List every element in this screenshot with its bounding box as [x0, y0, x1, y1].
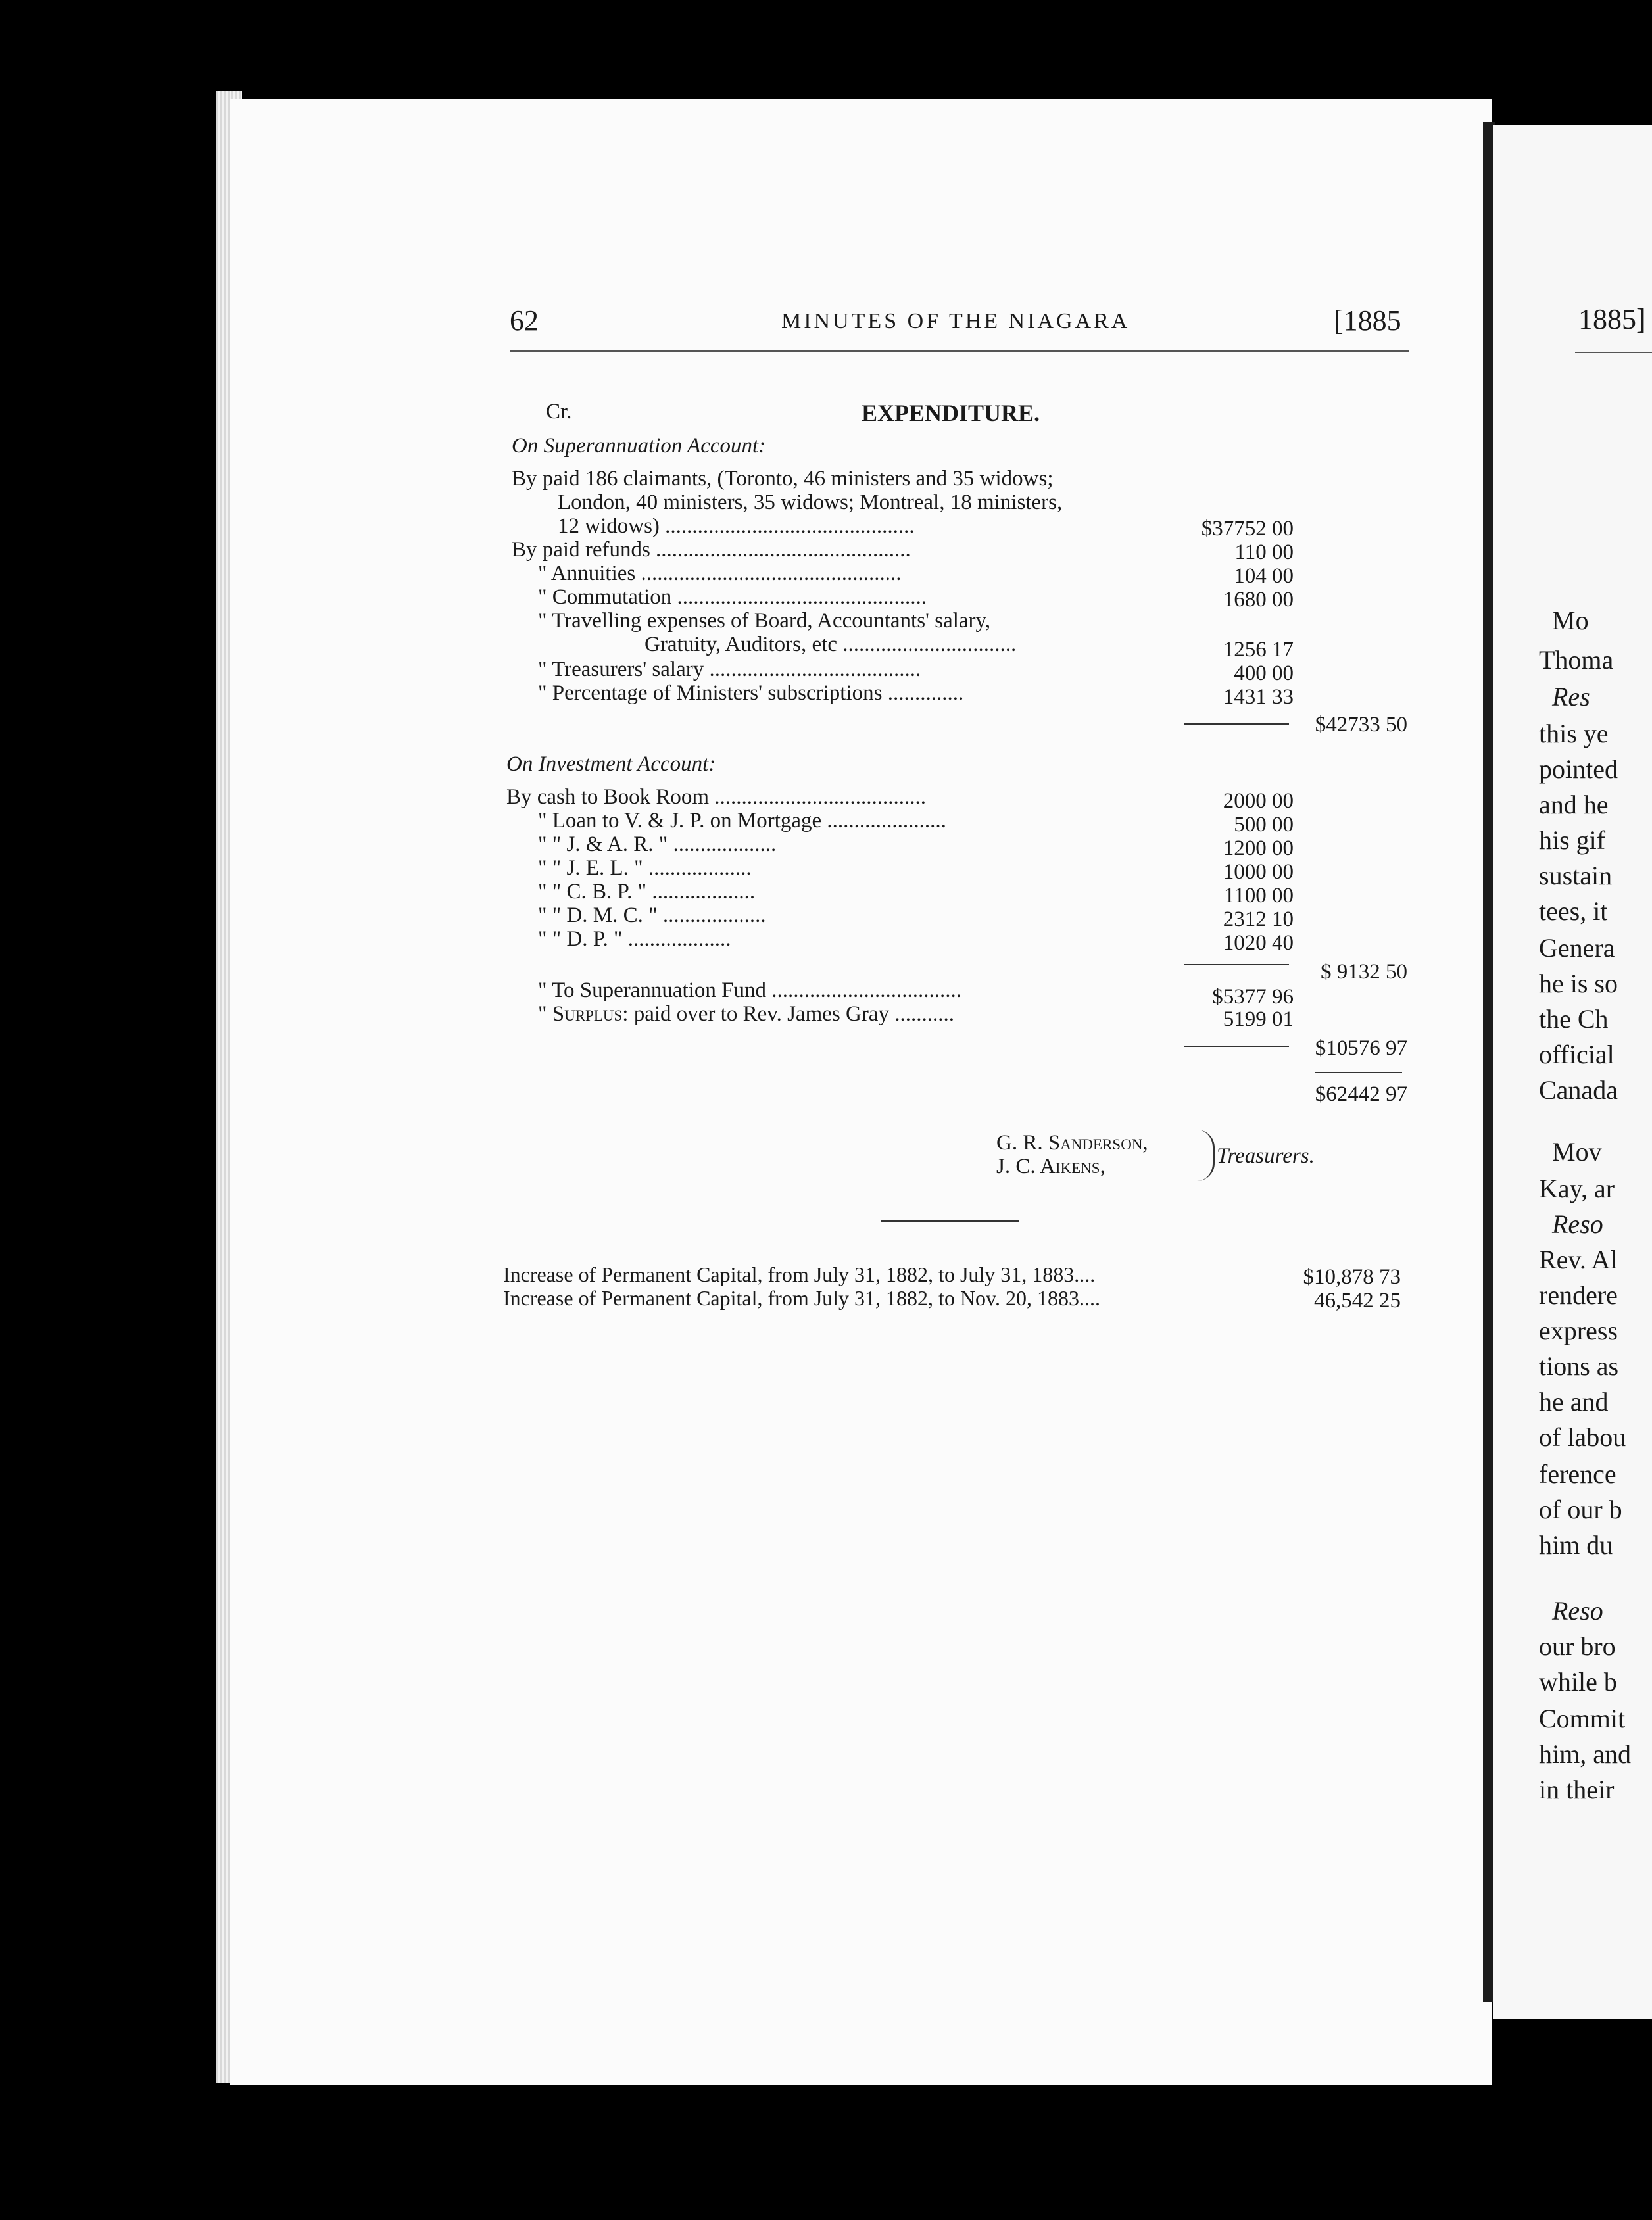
claimants-amount: $37752 00 — [1201, 517, 1294, 541]
right-page — [1493, 125, 1652, 2019]
right-page-line: his gif — [1539, 825, 1606, 855]
grand-total: $62442 97 — [1315, 1082, 1407, 1106]
loan-jar-label: " " J. & A. R. " ................... — [538, 832, 777, 856]
loan-cbp-amount: 1100 00 — [1223, 884, 1294, 907]
travelling-line-2: Gratuity, Auditors, etc ................................ — [644, 633, 1017, 656]
superannuation-total: $42733 50 — [1315, 713, 1407, 736]
right-page-line: Mov — [1552, 1137, 1602, 1167]
surplus-line — [538, 1002, 954, 1026]
right-year-tag: 1885] — [1578, 303, 1646, 335]
right-page-line: Thoma — [1539, 645, 1614, 675]
treasurers-label: Treasurers. — [1217, 1144, 1315, 1168]
year-tag: [1885 — [1334, 304, 1401, 337]
right-page-line: Res — [1552, 682, 1590, 712]
right-page-line: Genera — [1539, 933, 1615, 963]
right-page-line: sustain — [1539, 861, 1613, 890]
cr-label: Cr. — [546, 400, 572, 423]
claimants-line-1: By paid 186 claimants, (Toronto, 46 ministers and 35 widows; — [512, 467, 1054, 491]
annuities-amount: 104 00 — [1234, 564, 1294, 588]
right-page-line: while b — [1539, 1667, 1617, 1697]
right-page-line: Rev. Al — [1539, 1245, 1618, 1274]
right-page-line: him du — [1539, 1530, 1613, 1560]
loan-dp-amount: 1020 40 — [1223, 931, 1294, 955]
right-page-line: Reso — [1552, 1209, 1603, 1239]
surplus-prefix: " — [538, 1002, 552, 1026]
increase-1-amount: $10,878 73 — [1303, 1265, 1401, 1289]
treasurers-salary-amount: 400 00 — [1234, 662, 1294, 685]
loan-jar-amount: 1200 00 — [1223, 836, 1294, 860]
treasurer-1: G. R. Sanderson, — [996, 1131, 1148, 1155]
loan-vjp-label: " Loan to V. & J. P. on Mortgage ...................... — [538, 809, 946, 832]
right-page-line: him, and — [1539, 1739, 1631, 1769]
right-page-line: Reso — [1552, 1596, 1603, 1626]
subtotal-rule-1 — [1184, 723, 1289, 725]
refunds-label: By paid refunds ............................................... — [512, 538, 911, 562]
right-page-line: this ye — [1539, 719, 1609, 748]
right-page-line: rendere — [1539, 1280, 1618, 1310]
increase-2-label: Increase of Permanent Capital, from July 31, 1882, to Nov. 20, 1883.... — [503, 1286, 1100, 1310]
left-page — [230, 99, 1492, 2085]
header-rule — [510, 350, 1409, 352]
claimants-line-3: 12 widows) .............................................. — [558, 514, 915, 538]
commutation-amount: 1680 00 — [1223, 588, 1294, 612]
percentage-amount: 1431 33 — [1223, 685, 1294, 709]
expenditure-title: EXPENDITURE. — [862, 400, 1040, 426]
surplus-amount: 5199 01 — [1223, 1007, 1294, 1031]
superannuation-fund-label: " To Superannuation Fund ................................... — [538, 978, 961, 1002]
section-divider — [881, 1220, 1019, 1222]
claimants-line-2: London, 40 ministers, 35 widows; Montreal, 18 ministers, — [558, 491, 1063, 514]
right-page-line: Mo — [1552, 606, 1589, 635]
right-page-line: in their — [1539, 1775, 1615, 1804]
right-header-rule — [1575, 352, 1652, 353]
loan-jel-label: " " J. E. L. " ................... — [538, 856, 752, 880]
book-room-label: By cash to Book Room ....................................... — [506, 785, 927, 809]
investment-total: $ 9132 50 — [1321, 960, 1407, 984]
superannuation-fund-amount: $5377 96 — [1212, 985, 1294, 1009]
right-page-line: of our b — [1539, 1495, 1622, 1524]
right-page-line: he is so — [1539, 969, 1618, 998]
surplus-rest: : paid over to Rev. James Gray ........... — [622, 1002, 954, 1026]
percentage-label: " Percentage of Ministers' subscriptions .............. — [538, 681, 964, 705]
subtotal-rule-3 — [1184, 1046, 1289, 1047]
page-number: 62 — [510, 304, 539, 337]
subtotal-rule-2 — [1184, 964, 1289, 965]
book-room-amount: 2000 00 — [1223, 789, 1294, 813]
treasurers-salary-label: " Treasurers' salary ....................................... — [538, 658, 921, 681]
right-page-line: tions as — [1539, 1351, 1619, 1381]
investment-heading: On Investment Account: — [506, 752, 716, 776]
travelling-amount: 1256 17 — [1223, 638, 1294, 662]
right-page-line: express — [1539, 1316, 1618, 1345]
loan-vjp-amount: 500 00 — [1234, 813, 1294, 836]
treasurer-2: J. C. Aikens, — [996, 1155, 1105, 1178]
loan-dmc-amount: 2312 10 — [1223, 907, 1294, 931]
right-page-line: he and — [1539, 1387, 1609, 1416]
running-head: MINUTES OF THE NIAGARA — [781, 309, 1130, 333]
right-page-line: our bro — [1539, 1631, 1616, 1661]
right-page-line: official — [1539, 1040, 1615, 1069]
right-page-line: and he — [1539, 790, 1609, 819]
increase-1-label: Increase of Permanent Capital, from July 31, 1882, to July 31, 1883.... — [503, 1263, 1096, 1286]
right-page-line: Canada — [1539, 1075, 1618, 1105]
annuities-label: " Annuities ................................................ — [538, 562, 902, 585]
fund-total: $10576 97 — [1315, 1036, 1407, 1060]
right-page-line: ference — [1539, 1459, 1616, 1489]
right-page-line: of labou — [1539, 1422, 1626, 1452]
right-page-line: the Ch — [1539, 1004, 1609, 1034]
total-rule — [1315, 1072, 1402, 1073]
increase-2-amount: 46,542 25 — [1314, 1289, 1401, 1313]
loan-cbp-label: " " C. B. P. " ................... — [538, 880, 756, 904]
commutation-label: " Commutation .............................................. — [538, 585, 927, 609]
superannuation-heading: On Superannuation Account: — [512, 434, 766, 458]
right-page-line: Kay, ar — [1539, 1174, 1615, 1203]
loan-dmc-label: " " D. M. C. " ................... — [538, 904, 766, 927]
travelling-line-1: " Travelling expenses of Board, Accountants' salary, — [538, 609, 991, 633]
refunds-amount: 110 00 — [1234, 541, 1294, 564]
right-page-line: Commit — [1539, 1704, 1626, 1733]
loan-dp-label: " " D. P. " ................... — [538, 927, 731, 951]
right-page-line: pointed — [1539, 754, 1618, 784]
surplus-label: Surplus — [552, 1002, 623, 1026]
loan-jel-amount: 1000 00 — [1223, 860, 1294, 884]
right-page-line: tees, it — [1539, 896, 1608, 926]
